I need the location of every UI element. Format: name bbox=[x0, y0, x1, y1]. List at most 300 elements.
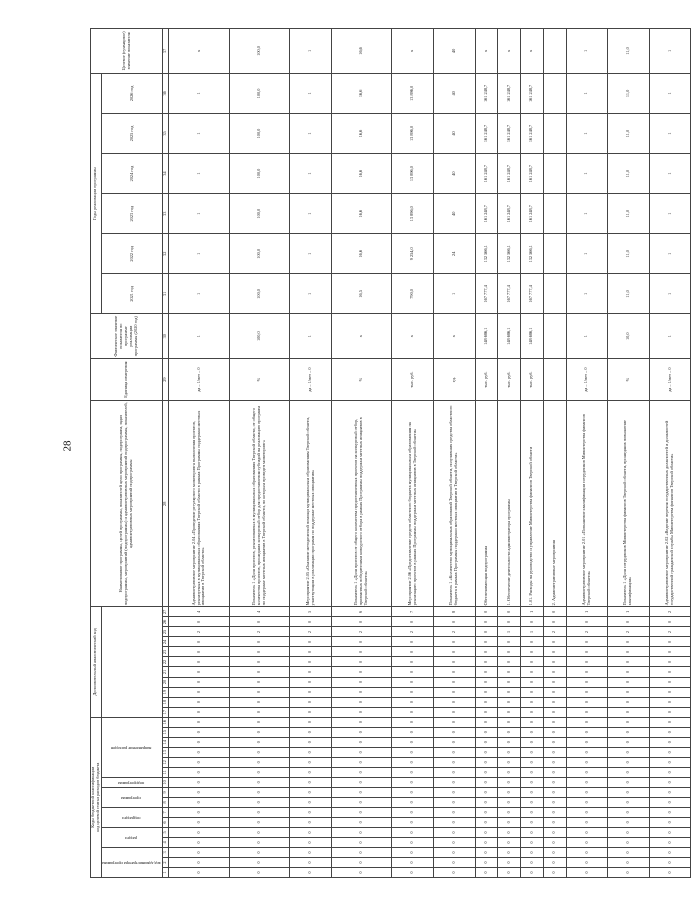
column-number: 10 bbox=[163, 777, 169, 787]
code-cell: 4 bbox=[169, 607, 230, 617]
table-row bbox=[649, 29, 691, 878]
code-cell: 0 bbox=[566, 657, 608, 667]
code-cell: 0 bbox=[290, 817, 332, 827]
code-cell: 0 bbox=[475, 617, 498, 627]
column-number: 28 bbox=[163, 401, 169, 607]
column-number: 34 bbox=[163, 154, 169, 194]
code-cell: 0 bbox=[229, 747, 290, 757]
code-cell: 0 bbox=[475, 647, 498, 657]
code-cell: 0 bbox=[290, 787, 332, 797]
code-cell: 0 bbox=[434, 747, 476, 757]
column-number: 1 bbox=[163, 867, 169, 877]
code-cell: 0 bbox=[169, 747, 230, 757]
column-number: 2 bbox=[163, 857, 169, 867]
header-section: раздел bbox=[101, 827, 162, 847]
row-year-value: 161 248,7 bbox=[498, 73, 521, 113]
row-target bbox=[543, 29, 566, 74]
code-cell: 0 bbox=[392, 787, 434, 797]
row-year-value: 100,0 bbox=[229, 73, 290, 113]
row-year-value: 11,0 bbox=[608, 194, 650, 234]
header-y2023: 2023 год bbox=[101, 194, 162, 234]
code-cell: 0 bbox=[331, 737, 392, 747]
code-cell: 0 bbox=[434, 727, 476, 737]
column-number: 3 bbox=[163, 847, 169, 857]
row-year-value: 11,0 bbox=[608, 274, 650, 314]
row-fact: х bbox=[434, 314, 476, 359]
code-cell: 0 bbox=[566, 867, 608, 877]
code-cell: 0 bbox=[229, 707, 290, 717]
code-cell: 0 bbox=[392, 687, 434, 697]
code-cell: 0 bbox=[566, 617, 608, 627]
row-unit: да – 1/нет – 0 bbox=[169, 358, 230, 400]
code-cell: 0 bbox=[434, 827, 476, 837]
row-year-value: 161 248,7 bbox=[521, 73, 544, 113]
code-cell: 0 bbox=[566, 687, 608, 697]
code-cell: 0 bbox=[475, 637, 498, 647]
column-number: 32 bbox=[163, 234, 169, 274]
row-fact: 148 686,1 bbox=[521, 314, 544, 359]
code-cell: 0 bbox=[475, 847, 498, 857]
code-cell: 0 bbox=[649, 687, 691, 697]
row-target: 100,0 bbox=[229, 29, 290, 74]
code-cell: 2 bbox=[649, 627, 691, 637]
header-extra-class: Дополнительный аналитический код bbox=[91, 607, 102, 717]
code-cell: 2 bbox=[331, 627, 392, 637]
row-target: 11,0 bbox=[608, 29, 650, 74]
code-cell: 0 bbox=[543, 767, 566, 777]
code-cell: 0 bbox=[392, 817, 434, 827]
code-cell: 0 bbox=[169, 667, 230, 677]
code-cell: 0 bbox=[331, 617, 392, 627]
code-cell: 0 bbox=[434, 697, 476, 707]
code-cell: 0 bbox=[475, 817, 498, 827]
code-cell: 0 bbox=[608, 817, 650, 827]
row-year-value: 167 777,4 bbox=[475, 274, 498, 314]
row-name: 1. Обеспечение деятельности администратора программы bbox=[498, 401, 521, 607]
code-cell: 0 bbox=[521, 817, 544, 827]
row-year-value: 1 bbox=[566, 274, 608, 314]
code-cell: 0 bbox=[498, 737, 521, 747]
row-year-value: 40 bbox=[434, 194, 476, 234]
code-cell: 0 bbox=[434, 867, 476, 877]
code-cell: 0 bbox=[649, 787, 691, 797]
code-cell: 0 bbox=[608, 827, 650, 837]
code-cell: 0 bbox=[521, 677, 544, 687]
code-cell: 0 bbox=[498, 867, 521, 877]
column-number: 21 bbox=[163, 667, 169, 677]
code-cell: 0 bbox=[290, 687, 332, 697]
row-year-value: 1 bbox=[649, 274, 691, 314]
code-cell: 0 bbox=[434, 857, 476, 867]
row-name: Мероприятие 2.06 «Предоставление средств областного бюджета муниципальным образованиям на реализацию проектов в рамках Программы поддержки местных инициатив в Тверской области» bbox=[392, 401, 434, 607]
code-cell: 0 bbox=[290, 667, 332, 677]
column-number: 31 bbox=[163, 274, 169, 314]
code-cell: 0 bbox=[475, 667, 498, 677]
code-cell: 0 bbox=[498, 777, 521, 787]
code-cell: 0 bbox=[290, 677, 332, 687]
row-target: 1 bbox=[649, 29, 691, 74]
code-cell: 0 bbox=[331, 667, 392, 677]
header-name: Наименование программы, целей программы, показателей цели программы, подпрограмм, задач подпрограммы, мероприятий (подпрограммы) и административных мероприятий подпрограммы, показателей, административных мероприятий подпрограммы bbox=[91, 401, 163, 607]
header-subsection: подраздел bbox=[101, 807, 162, 827]
code-cell: 2 bbox=[229, 627, 290, 637]
code-cell: 0 bbox=[392, 807, 434, 817]
code-cell: 0 bbox=[290, 727, 332, 737]
code-cell: 0 bbox=[543, 607, 566, 617]
code-cell: 0 bbox=[331, 837, 392, 847]
code-cell: 0 bbox=[566, 737, 608, 747]
code-cell: 0 bbox=[475, 827, 498, 837]
row-target: 1 bbox=[290, 29, 332, 74]
row-year-value: 161 248,7 bbox=[475, 113, 498, 153]
code-cell: 2 bbox=[649, 607, 691, 617]
row-year-value: 1 bbox=[169, 73, 230, 113]
code-cell: 0 bbox=[498, 857, 521, 867]
code-cell: 0 bbox=[169, 647, 230, 657]
row-year-value: 40 bbox=[434, 154, 476, 194]
row-name: Показатель 1 «Доля сотрудников Министерства финансов Тверской области, прошедших повышение квалификации» bbox=[608, 401, 650, 607]
code-cell: 4 bbox=[229, 607, 290, 617]
code-cell: 0 bbox=[229, 687, 290, 697]
table-row bbox=[331, 29, 392, 878]
code-cell: 0 bbox=[566, 637, 608, 647]
code-cell: 0 bbox=[498, 657, 521, 667]
code-cell: 0 bbox=[169, 677, 230, 687]
code-cell: 0 bbox=[566, 857, 608, 867]
code-cell: 0 bbox=[543, 717, 566, 727]
row-year-value: 100,0 bbox=[229, 154, 290, 194]
code-cell: 0 bbox=[566, 837, 608, 847]
row-year-value: 1 bbox=[649, 154, 691, 194]
code-cell: 0 bbox=[543, 667, 566, 677]
header-fact: Фактическое значение показателя по программе реализации программы (2020 год) bbox=[91, 314, 163, 359]
code-cell: 1 bbox=[521, 607, 544, 617]
code-cell: 0 bbox=[290, 617, 332, 627]
row-year-value: 161 248,7 bbox=[475, 194, 498, 234]
code-cell: 0 bbox=[475, 687, 498, 697]
row-fact: 1 bbox=[566, 314, 608, 359]
header-y2026: 2026 год bbox=[101, 73, 162, 113]
code-cell: 0 bbox=[543, 687, 566, 697]
row-unit: % bbox=[331, 358, 392, 400]
row-year-value: 16,6 bbox=[331, 113, 392, 153]
row-unit: тыс. руб. bbox=[498, 358, 521, 400]
row-year-value: 100,0 bbox=[229, 274, 290, 314]
code-cell: 0 bbox=[169, 637, 230, 647]
code-cell: 0 bbox=[434, 647, 476, 657]
code-cell: 0 bbox=[229, 737, 290, 747]
code-cell: 0 bbox=[290, 657, 332, 667]
code-cell: 0 bbox=[229, 757, 290, 767]
code-cell: 0 bbox=[649, 797, 691, 807]
row-target: х bbox=[475, 29, 498, 74]
code-cell: 0 bbox=[649, 837, 691, 847]
code-cell: 0 bbox=[521, 667, 544, 677]
code-cell: 0 bbox=[229, 837, 290, 847]
row-unit: да – 1/нет – 0 bbox=[290, 358, 332, 400]
row-year-value: 132 566,1 bbox=[521, 234, 544, 274]
code-cell: 0 bbox=[434, 837, 476, 847]
row-target: х bbox=[392, 29, 434, 74]
code-cell: 0 bbox=[649, 677, 691, 687]
code-cell: 0 bbox=[566, 807, 608, 817]
table-row bbox=[608, 29, 650, 878]
code-cell: 0 bbox=[521, 867, 544, 877]
code-cell: 0 bbox=[521, 837, 544, 847]
code-cell: 0 bbox=[475, 857, 498, 867]
code-cell: 0 bbox=[169, 857, 230, 867]
row-unit: % bbox=[608, 358, 650, 400]
code-cell: 0 bbox=[498, 617, 521, 627]
row-year-value: 1 bbox=[290, 274, 332, 314]
code-cell: 0 bbox=[169, 777, 230, 787]
code-cell: 0 bbox=[543, 837, 566, 847]
code-cell: 0 bbox=[498, 717, 521, 727]
code-cell: 0 bbox=[475, 697, 498, 707]
code-cell: 0 bbox=[392, 757, 434, 767]
column-number: 20 bbox=[163, 677, 169, 687]
code-cell: 0 bbox=[608, 807, 650, 817]
column-number: 14 bbox=[163, 737, 169, 747]
row-year-value: 13 896,0 bbox=[392, 194, 434, 234]
column-number: 37 bbox=[163, 29, 169, 74]
code-cell: 0 bbox=[608, 707, 650, 717]
code-cell: 0 bbox=[543, 617, 566, 627]
code-cell: 0 bbox=[169, 767, 230, 777]
code-cell: 0 bbox=[229, 617, 290, 627]
table-row bbox=[521, 29, 544, 878]
row-year-value bbox=[543, 73, 566, 113]
code-cell: 0 bbox=[649, 827, 691, 837]
row-year-value: 1 bbox=[649, 113, 691, 153]
code-cell: 0 bbox=[475, 607, 498, 617]
code-cell: 0 bbox=[608, 847, 650, 857]
code-cell: 0 bbox=[521, 687, 544, 697]
code-cell: 0 bbox=[608, 797, 650, 807]
column-number: 24 bbox=[163, 637, 169, 647]
code-cell: 0 bbox=[229, 637, 290, 647]
code-cell: 0 bbox=[331, 697, 392, 707]
row-year-value: 40 bbox=[434, 73, 476, 113]
code-cell: 0 bbox=[566, 707, 608, 717]
code-cell: 0 bbox=[543, 797, 566, 807]
code-cell: 0 bbox=[290, 847, 332, 857]
code-cell: 0 bbox=[434, 817, 476, 827]
row-year-value: 11,0 bbox=[608, 113, 650, 153]
code-cell: 0 bbox=[475, 727, 498, 737]
code-cell: 0 bbox=[608, 747, 650, 757]
code-cell: 0 bbox=[649, 807, 691, 817]
code-cell: 0 bbox=[608, 697, 650, 707]
code-cell: 0 bbox=[498, 747, 521, 757]
code-cell: 0 bbox=[521, 757, 544, 767]
code-cell: 0 bbox=[169, 787, 230, 797]
code-cell: 0 bbox=[229, 727, 290, 737]
column-number: 9 bbox=[163, 787, 169, 797]
row-target: х bbox=[521, 29, 544, 74]
code-cell: 0 bbox=[566, 777, 608, 787]
code-cell: 0 bbox=[434, 787, 476, 797]
code-cell: 0 bbox=[331, 797, 392, 807]
row-name: Административное мероприятие 2.04 «Проведение регулярного мониторинга выполнения проектов, реализуемых в муниципальных образованиях Тверской области в рамках Программы поддержки местных инициатив в Тверской области» bbox=[169, 401, 230, 607]
code-cell: 0 bbox=[475, 627, 498, 637]
code-cell: 0 bbox=[521, 717, 544, 727]
header-y2022: 2022 год bbox=[101, 234, 162, 274]
code-cell: 0 bbox=[290, 707, 332, 717]
table-row bbox=[290, 29, 332, 878]
code-cell: 0 bbox=[169, 817, 230, 827]
code-cell: 0 bbox=[290, 747, 332, 757]
code-cell: 0 bbox=[608, 757, 650, 767]
code-cell: 0 bbox=[392, 697, 434, 707]
code-cell: 0 bbox=[392, 727, 434, 737]
code-cell: 0 bbox=[498, 647, 521, 657]
code-cell: 0 bbox=[229, 797, 290, 807]
code-cell: 0 bbox=[566, 697, 608, 707]
code-cell: 0 bbox=[566, 757, 608, 767]
code-cell: 0 bbox=[475, 777, 498, 787]
code-cell: 7 bbox=[392, 607, 434, 617]
code-cell: 0 bbox=[649, 817, 691, 827]
code-cell: 0 bbox=[475, 807, 498, 817]
row-unit: % bbox=[229, 358, 290, 400]
code-cell: 0 bbox=[498, 697, 521, 707]
code-cell: 0 bbox=[649, 737, 691, 747]
code-cell: 0 bbox=[498, 797, 521, 807]
row-unit: ед. bbox=[434, 358, 476, 400]
row-year-value: 161 248,7 bbox=[521, 113, 544, 153]
code-cell: 0 bbox=[331, 827, 392, 837]
code-cell: 0 bbox=[331, 637, 392, 647]
code-cell: 0 bbox=[498, 827, 521, 837]
column-number: 26 bbox=[163, 617, 169, 627]
header-direction: направление расходов bbox=[101, 717, 162, 777]
row-year-value: 161 248,7 bbox=[475, 154, 498, 194]
row-year-value bbox=[543, 154, 566, 194]
code-cell: 0 bbox=[608, 637, 650, 647]
code-cell: 0 bbox=[169, 617, 230, 627]
header-budget-codes: Коды бюджетной классификации код целевой статьи расходов бюджета bbox=[91, 717, 102, 877]
code-cell: 0 bbox=[521, 727, 544, 737]
code-cell: 0 bbox=[649, 867, 691, 877]
code-cell: 0 bbox=[229, 787, 290, 797]
column-number: 29 bbox=[163, 358, 169, 400]
code-cell: 0 bbox=[229, 817, 290, 827]
code-cell: 0 bbox=[521, 637, 544, 647]
code-cell: 0 bbox=[169, 717, 230, 727]
code-cell: 0 bbox=[169, 867, 230, 877]
code-cell: 0 bbox=[331, 717, 392, 727]
code-cell: 0 bbox=[543, 697, 566, 707]
code-cell: 0 bbox=[392, 747, 434, 757]
row-unit: да – 1/нет – 0 bbox=[566, 358, 608, 400]
row-year-value: 16,5 bbox=[331, 274, 392, 314]
code-cell: 0 bbox=[566, 727, 608, 737]
code-cell: 0 bbox=[521, 747, 544, 757]
code-cell: 0 bbox=[331, 707, 392, 717]
row-fact: 1 bbox=[649, 314, 691, 359]
column-number: 22 bbox=[163, 657, 169, 667]
code-cell: 0 bbox=[521, 737, 544, 747]
code-cell: 0 bbox=[649, 857, 691, 867]
row-year-value: 790,0 bbox=[392, 274, 434, 314]
code-cell: 0 bbox=[331, 727, 392, 737]
code-cell: 0 bbox=[475, 787, 498, 797]
code-cell: 0 bbox=[169, 807, 230, 817]
row-fact: 100,0 bbox=[229, 314, 290, 359]
code-cell: 0 bbox=[498, 687, 521, 697]
code-cell: 0 bbox=[498, 677, 521, 687]
row-name: Показатель 1 «Доля проектов от общего количества предоставленных проектов на конкурсный отбор, признанных победителями конкурсного отбора в рамках Программы поддержки местных инициатив в Тверской области» bbox=[331, 401, 392, 607]
code-cell: 0 bbox=[608, 857, 650, 867]
code-cell: 0 bbox=[290, 697, 332, 707]
code-cell: 0 bbox=[331, 847, 392, 857]
code-cell: 0 bbox=[475, 747, 498, 757]
table-row bbox=[229, 29, 290, 878]
row-year-value: 16,6 bbox=[331, 234, 392, 274]
code-cell: 0 bbox=[649, 767, 691, 777]
row-year-value: 11,0 bbox=[608, 154, 650, 194]
code-cell: 0 bbox=[169, 797, 230, 807]
row-year-value: 1 bbox=[434, 274, 476, 314]
row-name: Показатель 1 «Количество муниципальных образований Тверской области, получивших средства областного бюджета в рамках Программы поддержки местных инициатив в Тверской области» bbox=[434, 401, 476, 607]
row-year-value: 1 bbox=[169, 194, 230, 234]
code-cell: 0 bbox=[392, 767, 434, 777]
code-cell: 0 bbox=[608, 677, 650, 687]
code-cell: 0 bbox=[608, 777, 650, 787]
table-row bbox=[434, 29, 476, 878]
code-cell: 0 bbox=[498, 727, 521, 737]
code-cell: 0 bbox=[392, 777, 434, 787]
code-cell: 0 bbox=[169, 727, 230, 737]
row-fact: 1 bbox=[290, 314, 332, 359]
code-cell: 0 bbox=[543, 847, 566, 857]
table-row bbox=[169, 29, 230, 878]
code-cell: 0 bbox=[566, 827, 608, 837]
code-cell: 0 bbox=[229, 717, 290, 727]
code-cell: 0 bbox=[392, 657, 434, 667]
code-cell: 0 bbox=[331, 687, 392, 697]
code-cell: 0 bbox=[290, 757, 332, 767]
code-cell: 0 bbox=[169, 737, 230, 747]
code-cell: 0 bbox=[434, 847, 476, 857]
code-cell: 0 bbox=[608, 717, 650, 727]
table-row bbox=[498, 29, 521, 878]
code-cell: 2 bbox=[392, 627, 434, 637]
row-fact: 148 686,1 bbox=[475, 314, 498, 359]
header-target: Целевое (суммарное) значение показателя bbox=[91, 29, 163, 74]
code-cell: 0 bbox=[566, 717, 608, 727]
code-cell: 1 bbox=[608, 607, 650, 617]
code-cell: 0 bbox=[434, 657, 476, 667]
row-year-value: 13 896,0 bbox=[392, 73, 434, 113]
row-year-value: 161 248,7 bbox=[521, 194, 544, 234]
header-extra-blank bbox=[101, 607, 162, 717]
code-cell: 2 bbox=[169, 627, 230, 637]
row-year-value: 16,6 bbox=[331, 194, 392, 234]
code-cell: 0 bbox=[566, 767, 608, 777]
row-year-value: 24 bbox=[434, 234, 476, 274]
header-admin-code: код администратора программы bbox=[101, 847, 162, 877]
column-number: 25 bbox=[163, 627, 169, 637]
code-cell: 0 bbox=[608, 867, 650, 877]
code-cell: 0 bbox=[475, 867, 498, 877]
code-cell: 0 bbox=[290, 637, 332, 647]
row-name: Административное мероприятие 2.01 «Повышение квалификации сотрудников Министерства финансов Тверской области» bbox=[566, 401, 608, 607]
code-cell: 0 bbox=[543, 857, 566, 867]
column-number: 6 bbox=[163, 817, 169, 827]
code-cell: 0 bbox=[475, 677, 498, 687]
